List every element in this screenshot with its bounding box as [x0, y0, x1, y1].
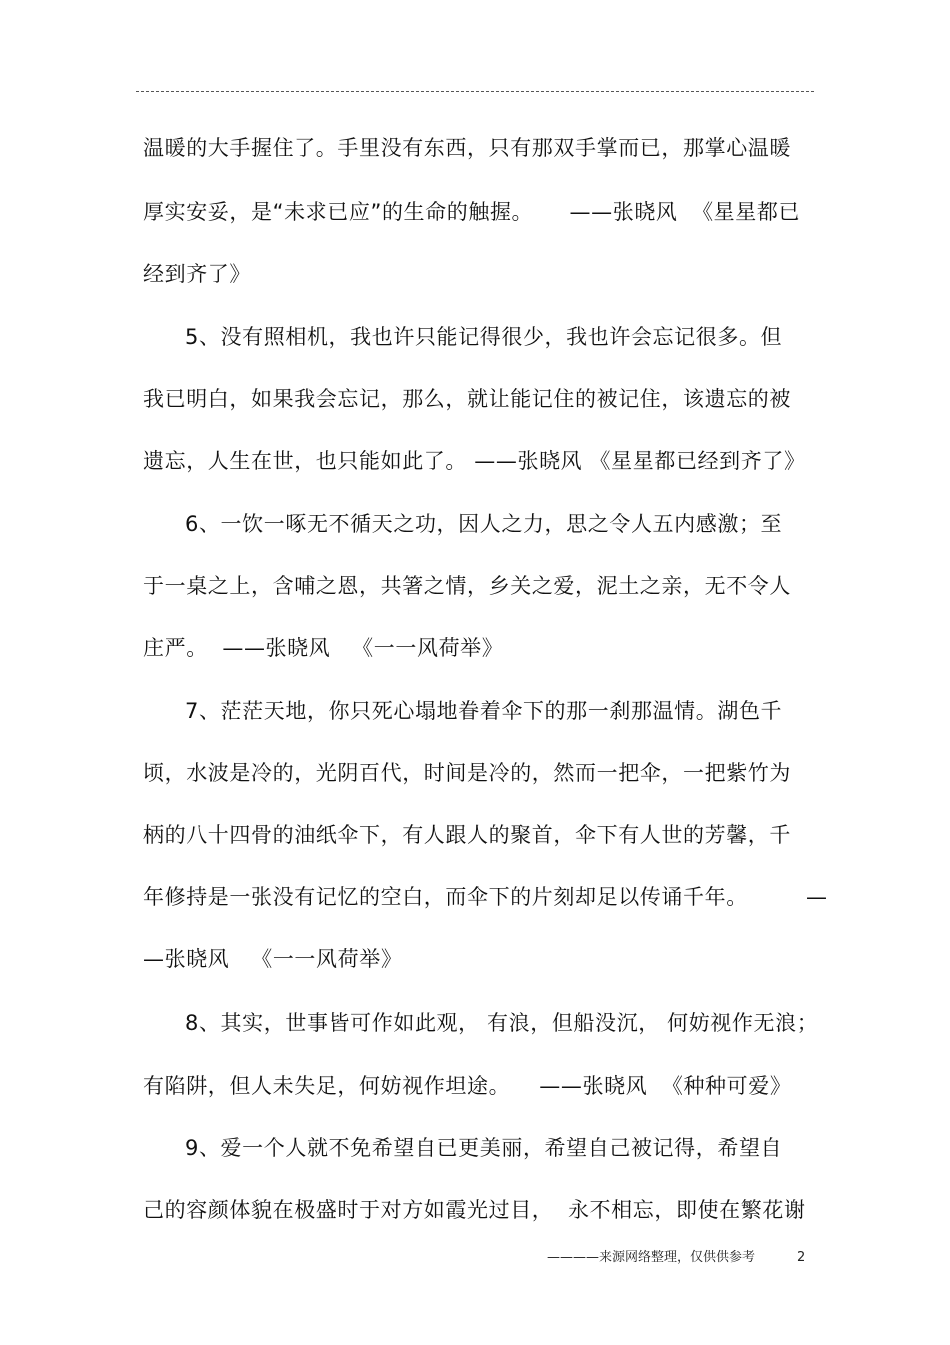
text-line: 己的容颜体貌在极盛时于对方如霞光过目， 永不相忘，即使在繁花谢	[143, 1198, 806, 1222]
text-line: 有陷阱，但人未失足，何妨视作坦途。 ——张晓风 《种种可爱》	[143, 1074, 792, 1098]
paragraph-first-line: 8、其实，世事皆可作如此观， 有浪，但船没沉， 何妨视作无浪；	[185, 1011, 819, 1035]
text-line: 柄的八十四骨的油纸伞下，有人跟人的聚首，伞下有人世的芳馨，千	[143, 823, 791, 847]
paragraph-first-line: 9、爱一个人就不免希望自已更美丽，希望自己被记得，希望自	[185, 1136, 783, 1160]
text-line: 年修持是一张没有记忆的空白，而伞下的片刻却足以传诵千年。 —	[143, 885, 828, 909]
text-line: 我已明白，如果我会忘记，那么，就让能记住的被记住，该遗忘的被	[143, 387, 791, 411]
top-dashed-rule	[136, 91, 814, 92]
text-line: 遗忘，人生在世，也只能如此了。 ——张晓风 《星星都已经到齐了》	[143, 449, 806, 473]
text-line: —张晓风 《一一风荷举》	[143, 947, 403, 971]
paragraph-first-line: 7、茫茫天地，你只死心塌地眷着伞下的那一刹那温情。湖色千	[185, 699, 783, 723]
text-line: 顷，水波是冷的，光阴百代，时间是冷的，然而一把伞，一把紫竹为	[143, 761, 791, 785]
text-line: 经到齐了》	[143, 262, 251, 286]
paragraph-first-line: 6、一饮一啄无不循天之功，因人之力，思之令人五内感激；至	[185, 512, 783, 536]
page-number: 2	[797, 1250, 806, 1265]
text-line: 于一桌之上，含哺之恩，共箸之情，乡关之爱，泥土之亲，无不令人	[143, 574, 791, 598]
paragraph-first-line: 5、没有照相机，我也许只能记得很少，我也许会忘记很多。但	[185, 325, 783, 349]
text-line: 厚实安妥，是“未求已应”的生命的触握。 ——张晓风 《星星都已	[143, 200, 801, 224]
text-line: 庄严。 ——张晓风 《一一风荷举》	[143, 636, 504, 660]
footer-source-note: ————来源网络整理，仅供供参考	[547, 1250, 756, 1265]
text-line: 温暖的大手握住了。手里没有东西，只有那双手掌而已，那掌心温暖	[143, 136, 791, 160]
